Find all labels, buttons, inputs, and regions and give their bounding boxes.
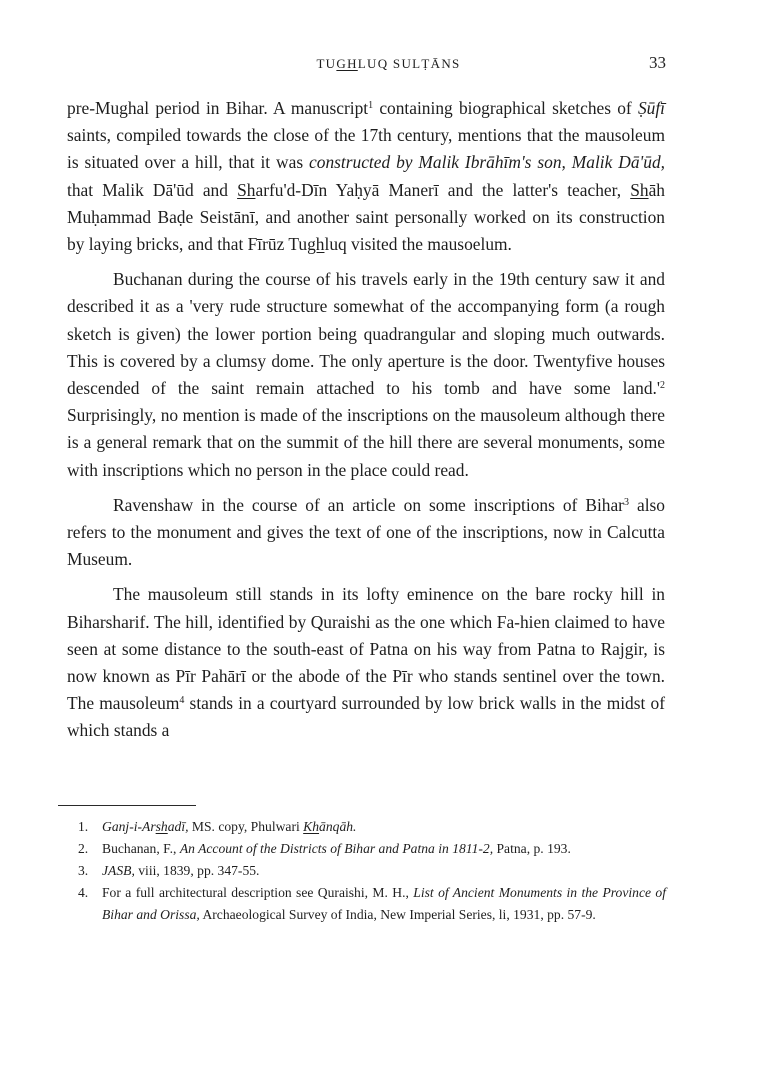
footnote-ref-1: 1 (368, 100, 374, 111)
footnote-ref-3: 3 (623, 496, 629, 508)
footnote-1: 1. Ganj-i-Arshadī, MS. copy, Phulwari Khānqāh. (78, 819, 357, 834)
body-text (67, 95, 665, 753)
page-number: 33 (649, 53, 666, 72)
footnote-3: 3. JASB, viii, 1839, pp. 347-55. (78, 863, 260, 878)
footnote-2: 2. Buchanan, F., An Account of the Districts of Bihar and Patna in 1811-2, Patna, p. 193. (78, 841, 571, 856)
paragraph-2: Buchanan during the course of his travels early in the 19th century saw it and described it as a 'very rude structure somewhat of the accompanying form (a rough sketch is given) the lower portion being quadrangular and sloping much outwards. This is covered by a clumsy dome. The only aperture is the door. Twentyfive houses descended of the saint remain attached to his tomb and have some $land.'^2$ Surprisingly, no mention is made of the inscriptions on the mausoleum although there is a general remark that on the summit of the hill there are several monuments, some with inscriptions which no person in the place could read. (67, 269, 665, 480)
footnote-ref-4: 4 (179, 695, 185, 707)
footnote-ref-2: 2 (660, 380, 665, 392)
footnotes (78, 816, 666, 926)
footnote-rule (58, 805, 196, 806)
running-title: TUGHLUQ SULṬĀNS (316, 56, 461, 71)
running-header (0, 55, 777, 73)
footnote-4: 4. For a full architectural description see Quraishi, M. H., List of Ancient Monuments in the Province of Bihar and Orissa, Archaeological Survey of India, New Imperial Series, li, 1931, pp. 57-9. (78, 885, 666, 922)
paragraph-3: Ravenshaw in the course of an article on some inscriptions of Bihar$^3$ also refers to the monument and gives the text of one of the inscriptions, now in Calcutta Museum. (67, 494, 665, 570)
paragraph-1: pre-Mughal period in Bihar. A manuscript$^1$ containing biographical sketches of Ṣūfī saints, compiled towards the close of the 17th century, mentions that the mausoleum is situated over a hill, that it was constructed by Malik Ibrāhīm's son, Malik Dā'ūd, that Malik Dā'ūd and Sharfu'd-Dīn Yaḥyā Manerī and the latter's teacher, Shāh Muḥammad Baḍe Seistānī, and another saint personally worked on its construction by laying bricks, and that Fīrūz Tughluq visited the mausoelum. (67, 98, 665, 255)
paragraph-4: The mausoleum still stands in its lofty eminence on the bare rocky hill in Biharsharif. The hill, identified by Quraishi as the one which Fa-hien claimed to have seen at some distance to the south-east of Patna on his way from Patna to Rajgir, is now known as Pīr Pahārī or the abode of the Pīr who stands sentinel over the town. The mausoleum$^4$ stands in a courtyard surrounded by low brick walls in the midst of which stands a (67, 584, 666, 741)
